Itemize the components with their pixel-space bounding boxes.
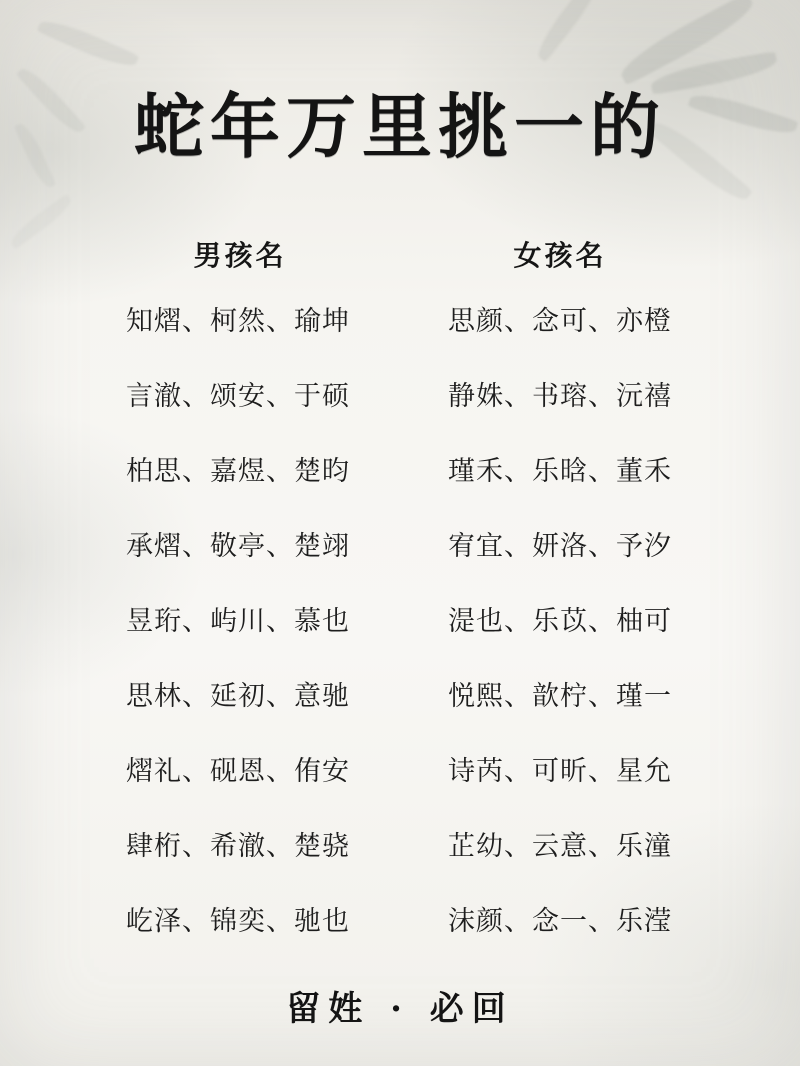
list-item: 承熠、敬亭、楚翊 — [126, 530, 350, 562]
list-item: 沫颜、念一、乐滢 — [448, 905, 672, 937]
list-item: 瑾禾、乐晗、董禾 — [448, 455, 672, 487]
list-item: 昱珩、屿川、慕也 — [126, 605, 350, 637]
page-title: 蛇年万里挑一的 — [134, 85, 666, 168]
list-item: 芷幼、云意、乐潼 — [448, 830, 672, 862]
girl-names-rows — [448, 300, 672, 942]
list-item: 宥宜、妍洛、予汐 — [448, 530, 672, 562]
footer-note: 留姓 · 必回 — [286, 989, 514, 1029]
list-item: 肆桁、希澈、楚骁 — [126, 830, 350, 862]
list-item: 熠礼、砚恩、侑安 — [126, 755, 350, 787]
list-item: 屹泽、锦奕、驰也 — [126, 905, 350, 937]
boy-names-rows — [126, 300, 350, 942]
list-item: 言澈、颂安、于硕 — [126, 380, 350, 412]
girl-names-column — [400, 234, 720, 942]
boy-names-column — [80, 234, 400, 942]
list-item: 柏思、嘉煜、楚昀 — [126, 455, 350, 487]
name-lists — [0, 234, 800, 942]
list-item: 思颜、念可、亦橙 — [448, 305, 672, 337]
list-item: 静姝、书瑢、沅禧 — [448, 380, 672, 412]
list-item: 思林、延初、意驰 — [126, 680, 350, 712]
boy-names-heading: 男孩名 — [193, 239, 287, 272]
list-item: 湜也、乐苡、柚可 — [448, 605, 672, 637]
list-item: 悦熙、歆柠、瑾一 — [448, 680, 672, 712]
list-item: 知熠、柯然、瑜坤 — [126, 305, 350, 337]
girl-names-heading: 女孩名 — [513, 239, 607, 272]
list-item: 诗芮、可昕、星允 — [448, 755, 672, 787]
